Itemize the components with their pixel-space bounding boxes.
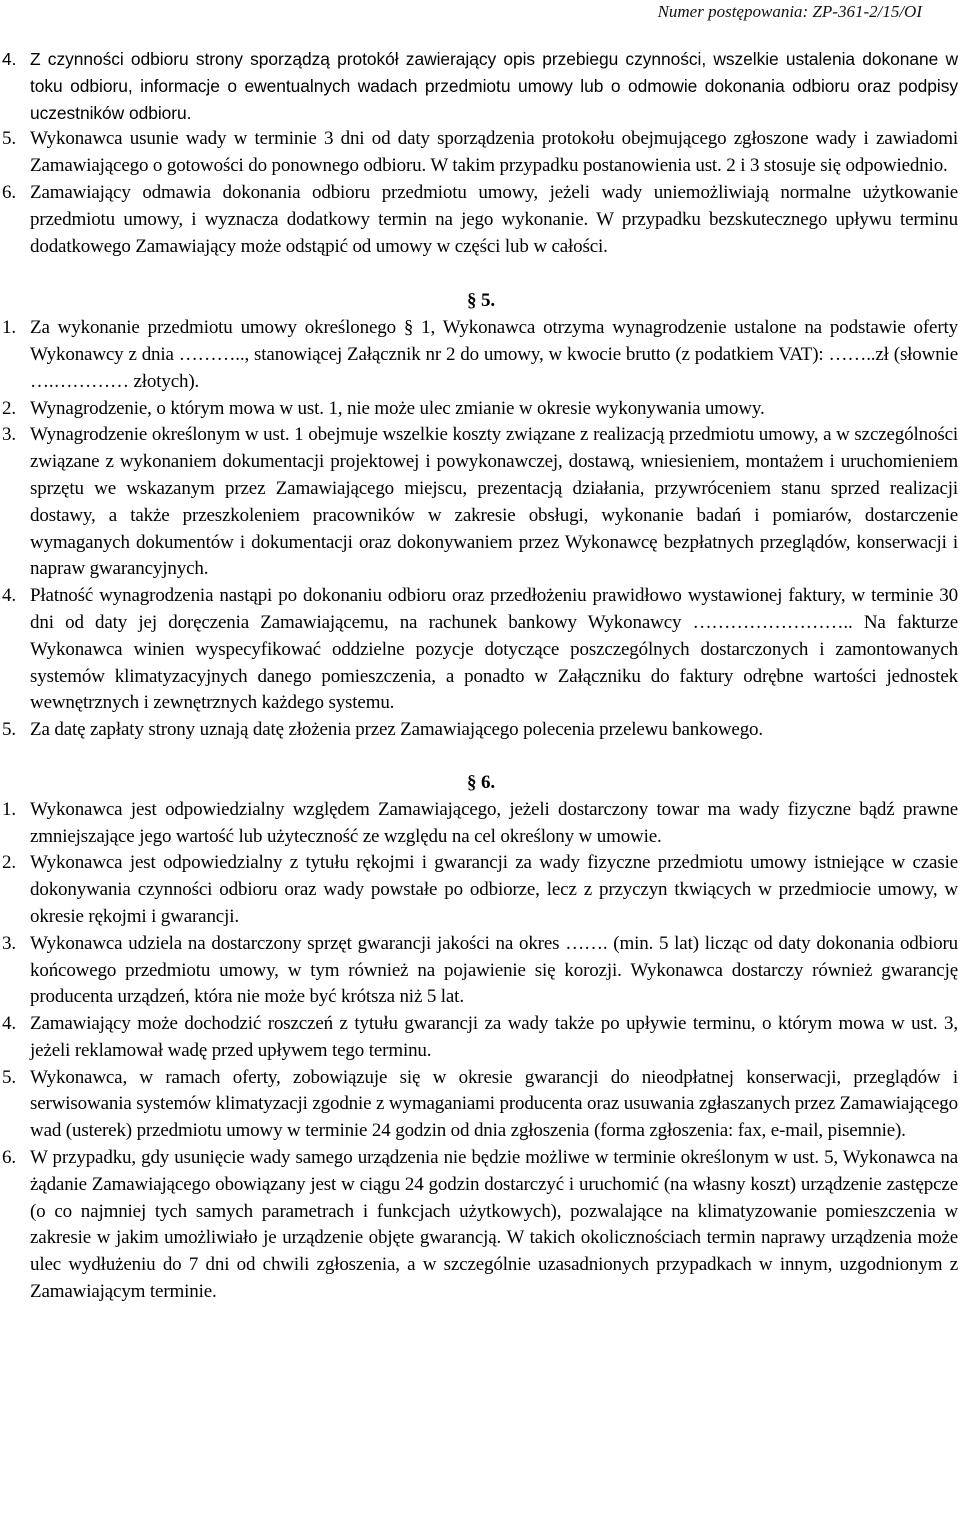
clause-number: 1. [2,798,16,820]
clause-number: 4. [2,49,17,69]
section-6-gwarancja [0,770,958,1306]
clause-item [0,1065,958,1145]
clause-item [0,1145,958,1306]
clause-item [0,126,958,180]
clause-number: 6. [2,181,16,203]
clause-number: 4. [2,1013,16,1035]
clause-number: 3. [2,932,16,954]
clause-number: 5. [2,128,16,150]
document-body [0,46,958,1306]
clause-item [0,850,958,930]
clause-text: Za wykonanie przedmiotu umowy określonego § 1, Wykonawca otrzyma wynagrodzenie ustalone na podstawie oferty Wykonawcy z dnia ……….., stanowiącej Załącznik nr 2 do umowy, w kwocie brutto (z podatkiem VAT): ……..zł (słownie ….………… złotych). [30,317,958,392]
clause-number: 1. [2,317,16,339]
section-title: § 6. [467,771,495,793]
section-5-wynagrodzenie [0,288,958,744]
clause-number: 2. [2,397,16,419]
clause-number: 4. [2,585,16,607]
clause-text: Wykonawca jest odpowiedzialny względem Zamawiającego, jeżeli dostarczony towar ma wady fizyczne bądź prawne zmniejszające jego wartość lub użyteczność ze względu na cel określony w umowie. [30,798,958,847]
clause-item [0,46,958,126]
clause-text: Za datę zapłaty strony uznają datę złożenia przez Zamawiającego polecenia przelewu bankowego. [30,719,763,741]
clause-text: W przypadku, gdy usunięcie wady samego urządzenia nie będzie możliwe w terminie określonym w ust. 5, Wykonawca na żądanie Zamawiającego obowiązany jest w ciągu 24 godzin dostarczyć i uruchomić (na własny koszt) urządzenie zastępcze (o co najmniej tych samych parametrach i funkcjach użytkowych), pozwalające na klimatyzowanie pomieszczenia w zakresie w jakim umożliwiało je urządzenie objęte gwarancją. W takich okolicznościach termin naprawy urządzenia może ulec wydłużeniu do 7 dni od chwili zgłoszenia, a w szczególnie uzasadnionych przypadkach w innym, uzgodnionym z Zamawiającym terminie. [30,1147,958,1303]
clause-number: 3. [2,424,16,446]
clause-item [0,396,958,423]
clause-item [0,180,958,260]
section-odbior [0,46,958,260]
clause-text: Płatność wynagrodzenia nastąpi po dokonaniu odbioru oraz przedłożeniu prawidłowo wystawionej faktury, w terminie 30 dni od daty jej doręczenia Zamawiającemu, na rachunek bankowy Wykonawcy …………………….. Na fakturze Wykonawca winien wyspecyfikować oddzielne pozycje dotyczące poszczególnych dostarczonych i zamontowanych systemów klimatyzacyjnych danego pomieszczenia, a ponadto w Załączniku do faktury odrębne wartości jednostek wewnętrznych i zewnętrznych każdego systemu. [30,585,958,714]
document-reference-header: Numer postępowania: ZP-361-2/15/OI [657,2,922,21]
clause-item [0,583,958,717]
clause-number: 5. [2,719,16,741]
clause-text: Wykonawca jest odpowiedzialny z tytułu rękojmi i gwarancji za wady fizyczne przedmiotu umowy istniejące w czasie dokonywania czynności odbioru oraz wady powstałe po odbiorze, lecz z przyczyn tkwiących w przedmiocie umowy, w okresie rękojmi i gwarancji. [30,852,958,927]
clause-text: Zamawiający może dochodzić roszczeń z tytułu gwarancji za wady także po upływie terminu, o którym mowa w ust. 3, jeżeli reklamował wadę przed upływem tego terminu. [30,1013,958,1061]
clause-text: Zamawiający odmawia dokonania odbioru przedmiotu umowy, jeżeli wady uniemożliwiają normalne użytkowanie przedmiotu umowy, i wyznacza dodatkowy termin na jego wykonanie. W przypadku bezskutecznego upływu terminu dodatkowego Zamawiający może odstąpić od umowy w części lub w całości. [30,181,958,257]
clause-item [0,931,958,1011]
clause-item [0,315,958,395]
clause-number: 6. [2,1147,16,1169]
clause-text: Wykonawca, w ramach oferty, zobowiązuje się w okresie gwarancji do nieodpłatnej konserwacji, przeglądów i serwisowania systemów klimatyzacji zgodnie z wymaganiami producenta oraz usuwania zgłaszanych przez Zamawiającego wad (usterek) przedmiotu umowy w terminie 24 godzin od dnia zgłoszenia (forma zgłoszenia: fax, e-mail, pisemnie). [30,1066,958,1142]
clause-text: Z czynności odbioru strony sporządzą protokół zawierający opis przebiegu czynności, wszelkie ustalenia dokonane w toku odbioru, informacje o ewentualnych wadach przedmiotu umowy lub o odmowie dokonania odbioru oraz podpisy uczestników odbioru. [30,49,958,123]
section-title: § 5. [467,290,495,312]
clause-number: 2. [2,852,16,874]
clause-item [0,717,958,744]
clause-number: 5. [2,1066,16,1088]
clause-text: Wynagrodzenie określonym w ust. 1 obejmuje wszelkie koszty związane z realizacją przedmiotu umowy, a w szczególności związane z wykonaniem dokumentacji projektowej i powykonawczej, dostawą, wniesieniem, montażem i uruchomieniem sprzętu we wskazanym przez Zamawiającego miejscu, prezentacją działania, przywróceniem stanu sprzed realizacji dostawy, a także przeszkoleniem pracowników w zakresie obsługi, wykonanie badań i pomiarów, dostarczenie wymaganych dokumentów i dokumentacji oraz dokonywaniem przez Wykonawcę bezpłatnych przeglądów, konserwacji i napraw gwarancyjnych. [30,424,958,580]
clause-item [0,1011,958,1065]
clause-text: Wykonawca usunie wady w terminie 3 dni od daty sporządzenia protokołu obejmującego zgłoszone wady i zawiadomi Zamawiającego o gotowości do ponownego odbioru. W takim przypadku postanowienia ust. 2 i 3 stosuje się odpowiednio. [30,128,958,177]
clause-text: Wykonawca udziela na dostarczony sprzęt gwarancji jakości na okres ……. (min. 5 lat) licząc od daty dokonania odbioru końcowego przedmiotu umowy, w tym również na pojawienie się korozji. Wykonawca dostarczy również gwarancję producenta urządzeń, która nie może być krótsza niż 5 lat. [30,932,958,1008]
clause-item [0,422,958,583]
clause-item [0,797,958,851]
clause-text: Wynagrodzenie, o którym mowa w ust. 1, nie może ulec zmianie w okresie wykonywania umowy. [30,397,765,419]
